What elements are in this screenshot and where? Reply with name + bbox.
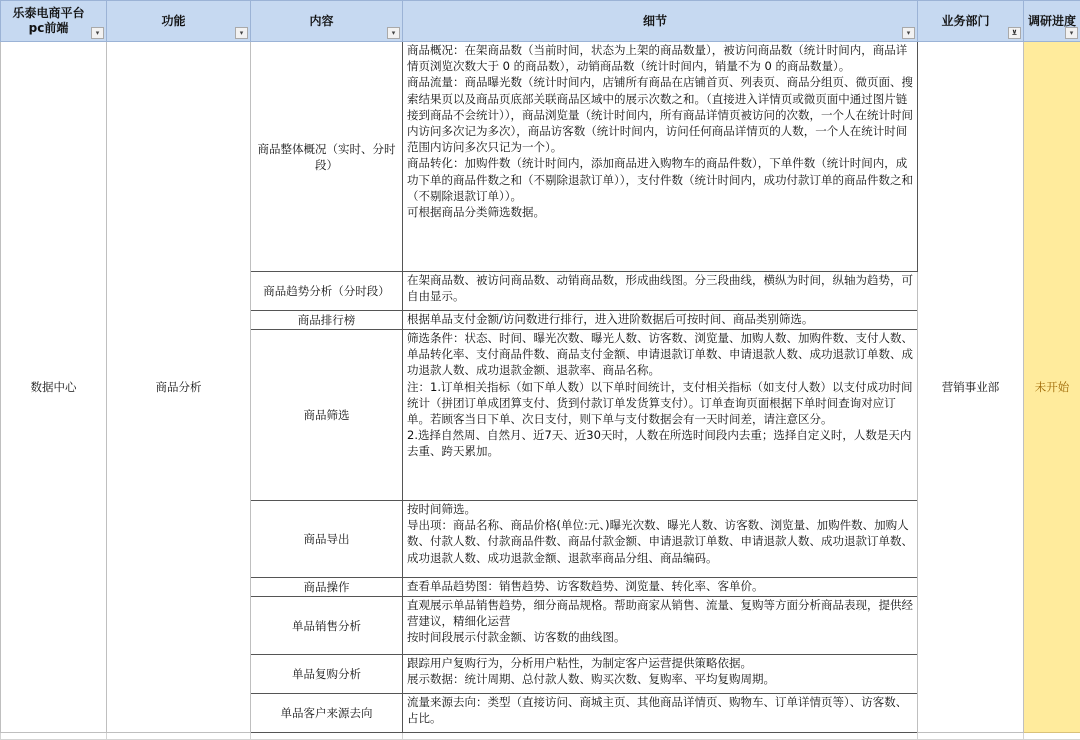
filter-dropdown-icon[interactable]: ▾ bbox=[235, 27, 248, 39]
content-cell[interactable]: 商品整体概况（实时、分时段） bbox=[251, 42, 403, 272]
detail-cell[interactable]: 跟踪用户复购行为，分析用户粘性，为制定客户运营提供策略依据。 展示数据：统计周期、总付款人数、购买次数、复购率、平均复购周期。 bbox=[403, 655, 918, 694]
empty-cell[interactable] bbox=[251, 733, 403, 740]
content-cell[interactable]: 商品排行榜 bbox=[251, 311, 403, 330]
function-cell[interactable]: 商品分析 bbox=[107, 42, 251, 733]
header-detail bbox=[403, 1, 918, 42]
detail-cell[interactable]: 商品概况：在架商品数（当前时间，状态为上架的商品数量），被访问商品数（统计时间内，商品详情页浏览次数大于 0 的商品数），动销商品数（统计时间内，销量不为 0 的商品数量）。 商品流量：商品曝光数（统计时间内，店铺所有商品在店铺首页、列表页、商品分组页、微页面、搜索结果页以及商品页底部关联商品区域中的展示次数之和。（直接进入详情页或微页面中通过图片链接到商品不会统计）），商品浏览量（统计时间内，所有商品详情页被访问的次数，一个人在统计时间内访问多次记为多次），商品访客数（统计时间内，访问任何商品详情页的人数，一个人在统计时间范围内访问多次只记为一个）。 商品转化：加购件数（统计时间内，添加商品进入购物车的商品件数），下单件数（统计时间内，成功下单的商品件数之和（不剔除退款订单）），支付件数（统计时间内，成功付款订单的商品件数之和（不剔除退款订单））。 可根据商品分类筛选数据。 bbox=[403, 42, 918, 272]
header-row bbox=[1, 1, 1080, 42]
content-cell[interactable]: 单品销售分析 bbox=[251, 597, 403, 655]
detail-cell[interactable]: 查看单品趋势图：销售趋势、访客数趋势、浏览量、转化率、客单价。 bbox=[403, 578, 918, 597]
header-department-label: 业务部门 bbox=[918, 14, 1023, 29]
module-cell[interactable]: 数据中心 bbox=[1, 42, 107, 733]
header-progress-label: 调研进度 bbox=[1024, 14, 1080, 29]
empty-cell[interactable] bbox=[107, 733, 251, 740]
detail-cell[interactable]: 根据单品支付金额/访问数进行排行，进入进阶数据后可按时间、商品类别筛选。 bbox=[403, 311, 918, 330]
filter-dropdown-icon[interactable]: ▾ bbox=[91, 27, 104, 39]
filter-dropdown-icon[interactable]: ▾ bbox=[1065, 27, 1078, 39]
content-cell[interactable]: 商品导出 bbox=[251, 501, 403, 578]
header-department bbox=[918, 1, 1024, 42]
header-platform bbox=[1, 1, 107, 42]
detail-cell[interactable]: 直观展示单品销售趋势，细分商品规格。帮助商家从销售、流量、复购等方面分析商品表现，提供经营建议，精细化运营 按时间段展示付款金额、访客数的曲线图。 bbox=[403, 597, 918, 655]
header-progress bbox=[1024, 1, 1080, 42]
empty-cell[interactable] bbox=[918, 733, 1024, 740]
header-function-label: 功能 bbox=[107, 14, 250, 29]
header-content bbox=[251, 1, 403, 42]
empty-row bbox=[1, 733, 1080, 740]
empty-cell[interactable] bbox=[1, 733, 107, 740]
header-function bbox=[107, 1, 251, 42]
table-row bbox=[1, 42, 1080, 272]
header-platform-label: 乐泰电商平台 pc前端 bbox=[1, 6, 106, 36]
content-cell[interactable]: 单品复购分析 bbox=[251, 655, 403, 694]
filter-dropdown-icon[interactable]: ▾ bbox=[902, 27, 915, 39]
empty-cell[interactable] bbox=[1024, 733, 1080, 740]
department-cell[interactable]: 营销事业部 bbox=[918, 42, 1024, 733]
detail-cell[interactable]: 流量来源去向：类型（直接访问、商城主页、其他商品详情页、购物车、订单详情页等）、访客数、占比。 bbox=[403, 694, 918, 733]
empty-cell[interactable] bbox=[403, 733, 918, 740]
content-cell[interactable]: 单品客户来源去向 bbox=[251, 694, 403, 733]
detail-cell[interactable]: 按时间筛选。 导出项：商品名称、商品价格(单位:元、)曝光次数、曝光人数、访客数、浏览量、加购件数、加购人数、付款人数、付款商品件数、商品付款金额、申请退款订单数、申请退款人数、成功退款订单数、成功退款人数、成功退款金额、退款率商品分组、商品编码。 bbox=[403, 501, 918, 578]
content-cell[interactable]: 商品趋势分析（分时段） bbox=[251, 272, 403, 311]
content-cell[interactable]: 商品筛选 bbox=[251, 330, 403, 501]
filter-dropdown-icon[interactable]: ▾ bbox=[387, 27, 400, 39]
detail-cell[interactable]: 筛选条件：状态、时间、曝光次数、曝光人数、访客数、浏览量、加购人数、加购件数、支付人数、单品转化率、支付商品件数、商品支付金额、申请退款订单数、申请退款人数、成功退款订单数、成功退款人数、成功退款金额、退款率、商品名称。 注：1.订单相关指标（如下单人数）以下单时间统计，支付相关指标（如支付人数）以支付成功时间统计（拼团订单成团算支付、货到付款订单发货算支付）。订单查询页面根据下单时间查询对应订单。若顾客当日下单、次日支付，则下单与支付数据会有一天时间差，请注意区分。 2.选择自然周、自然月、近7天、近30天时，人数在所选时间段内去重；选择自定义时，人数是天内去重、跨天累加。 bbox=[403, 330, 918, 501]
header-content-label: 内容 bbox=[251, 14, 402, 29]
detail-cell[interactable]: 在架商品数、被访问商品数、动销商品数，形成曲线图。分三段曲线，横纵为时间，纵轴为趋势，可自由显示。 bbox=[403, 272, 918, 311]
status-badge[interactable]: 未开始 bbox=[1024, 42, 1080, 733]
header-detail-label: 细节 bbox=[403, 14, 917, 29]
content-cell[interactable]: 商品操作 bbox=[251, 578, 403, 597]
filter-active-icon[interactable]: ⊻ bbox=[1008, 27, 1021, 39]
